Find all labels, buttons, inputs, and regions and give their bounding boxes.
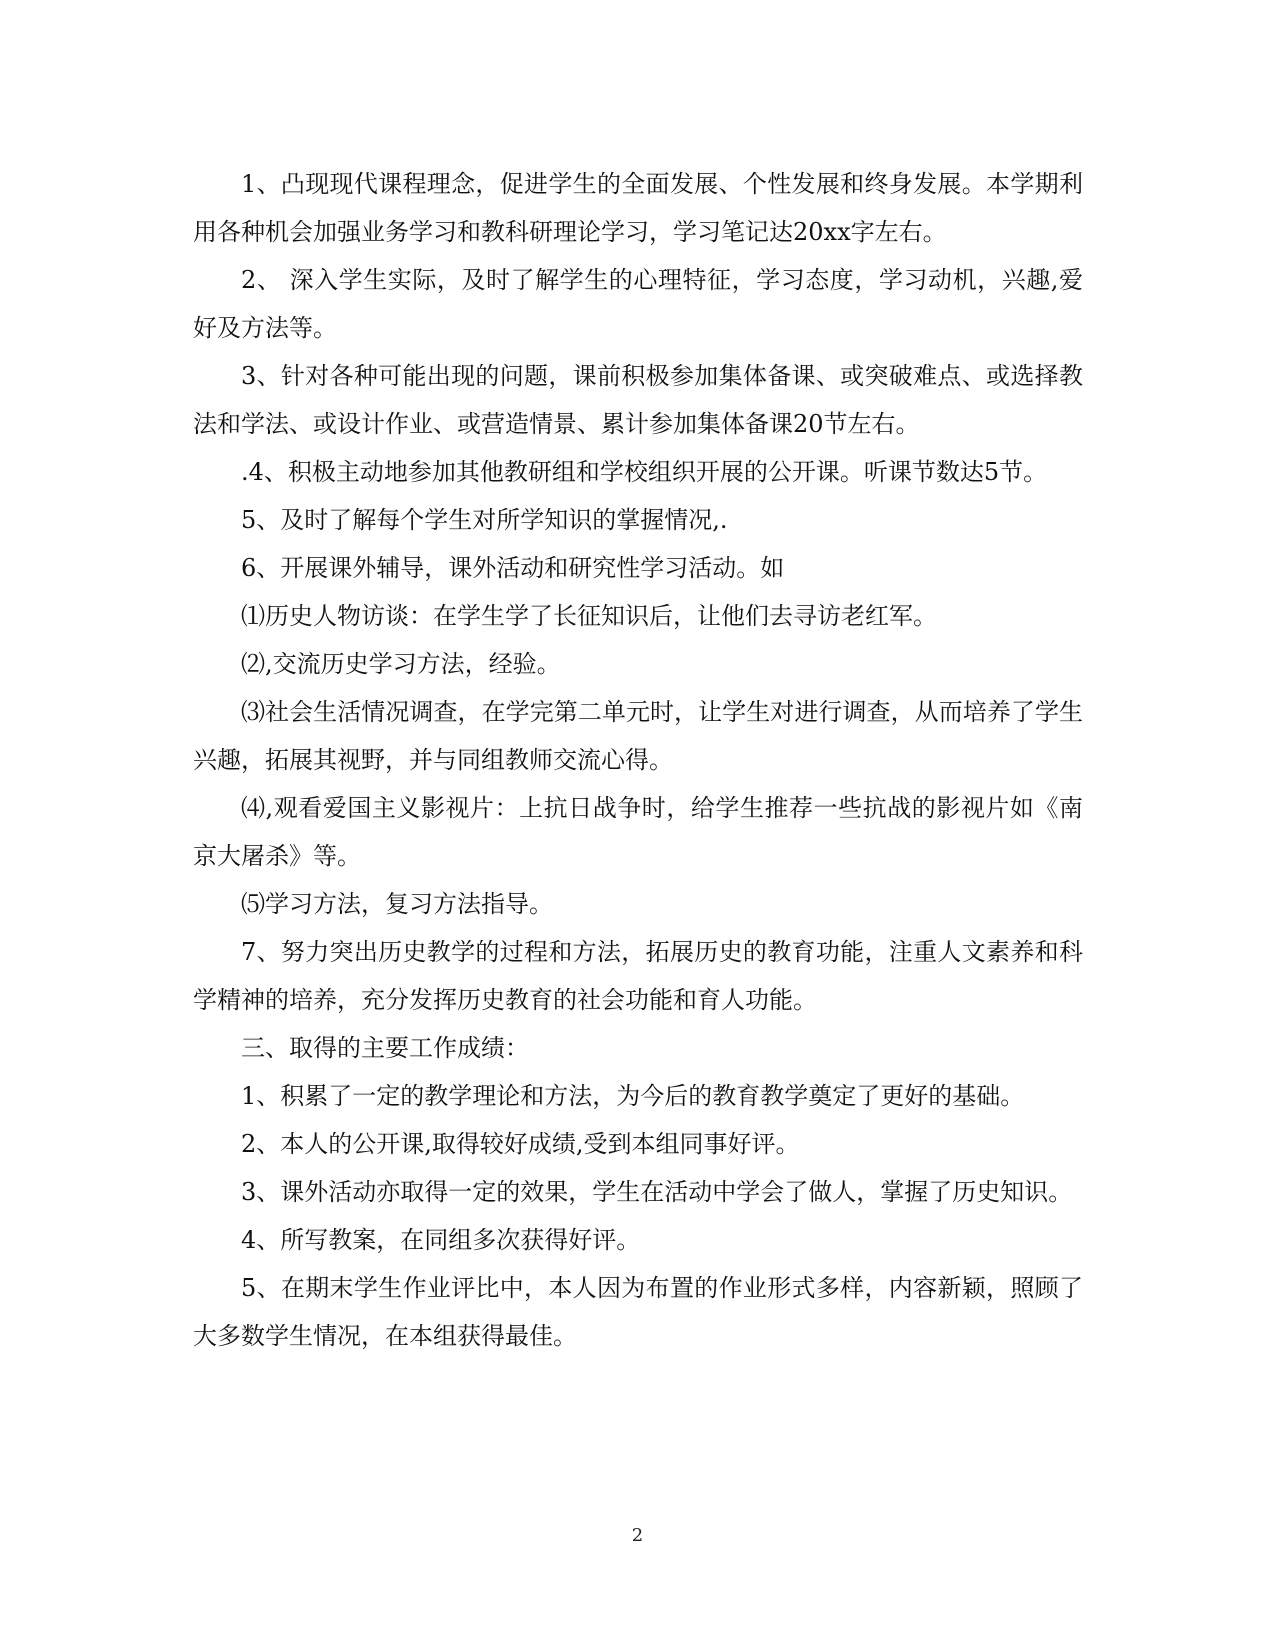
section-heading: 三、取得的主要工作成绩：: [241, 1034, 529, 1062]
paragraph-17: 4、所写教案，在同组多次获得好评。: [241, 1226, 641, 1254]
paragraph-7: ⑴历史人物访谈：在学生学了长征知识后，让他们去寻访老红军。: [241, 602, 937, 630]
paragraph-15: 2、本人的公开课,取得较好成绩,受到本组同事好评。: [241, 1130, 800, 1158]
paragraph-9: ⑶社会生活情况调查，在学完第二单元时，让学生对进行调查，从而培养了学生兴趣，拓展其视野，并与同组教师交流心得。: [193, 698, 1083, 774]
paragraph-14: 1、积累了一定的教学理论和方法，为今后的教育教学奠定了更好的基础。: [241, 1082, 1025, 1110]
paragraph-6: 6、开展课外辅导，课外活动和研究性学习活动。如: [241, 554, 785, 582]
paragraph-3: 3、针对各种可能出现的问题，课前积极参加集体备课、或突破难点、或选择教法和学法、或设计作业、或营造情景、累计参加集体备课20节左右。: [193, 362, 1083, 438]
paragraph-8: ⑵,交流历史学习方法，经验。: [241, 650, 561, 678]
paragraph-11: ⑸学习方法，复习方法指导。: [241, 890, 553, 918]
paragraph-5: 5、及时了解每个学生对所学知识的掌握情况,.: [241, 506, 728, 534]
paragraph-10: ⑷,观看爱国主义影视片：上抗日战争时，给学生推荐一些抗战的影视片如《南京大屠杀》等。: [193, 794, 1083, 870]
page-number: 2: [631, 1525, 644, 1546]
paragraph-2: 2、 深入学生实际，及时了解学生的心理特征，学习态度，学习动机，兴趣,爱好及方法等。: [193, 266, 1083, 342]
paragraph-1: 1、凸现现代课程理念，促进学生的全面发展、个性发展和终身发展。本学期利用各种机会加强业务学习和教科研理论学习，学习笔记达20xx字左右。: [193, 170, 1083, 246]
paragraph-18: 5、在期末学生作业评比中，本人因为布置的作业形式多样，内容新颖，照顾了大多数学生情况，在本组获得最佳。: [193, 1274, 1083, 1350]
paragraph-12: 7、努力突出历史教学的过程和方法，拓展历史的教育功能，注重人文素养和科学精神的培养，充分发挥历史教育的社会功能和育人功能。: [193, 938, 1083, 1014]
paragraph-4: .4、积极主动地参加其他教研组和学校组织开展的公开课。听课节数达5节。: [241, 458, 1048, 486]
paragraph-16: 3、课外活动亦取得一定的效果，学生在活动中学会了做人，掌握了历史知识。: [241, 1178, 1073, 1206]
body-text: [193, 160, 1083, 1360]
